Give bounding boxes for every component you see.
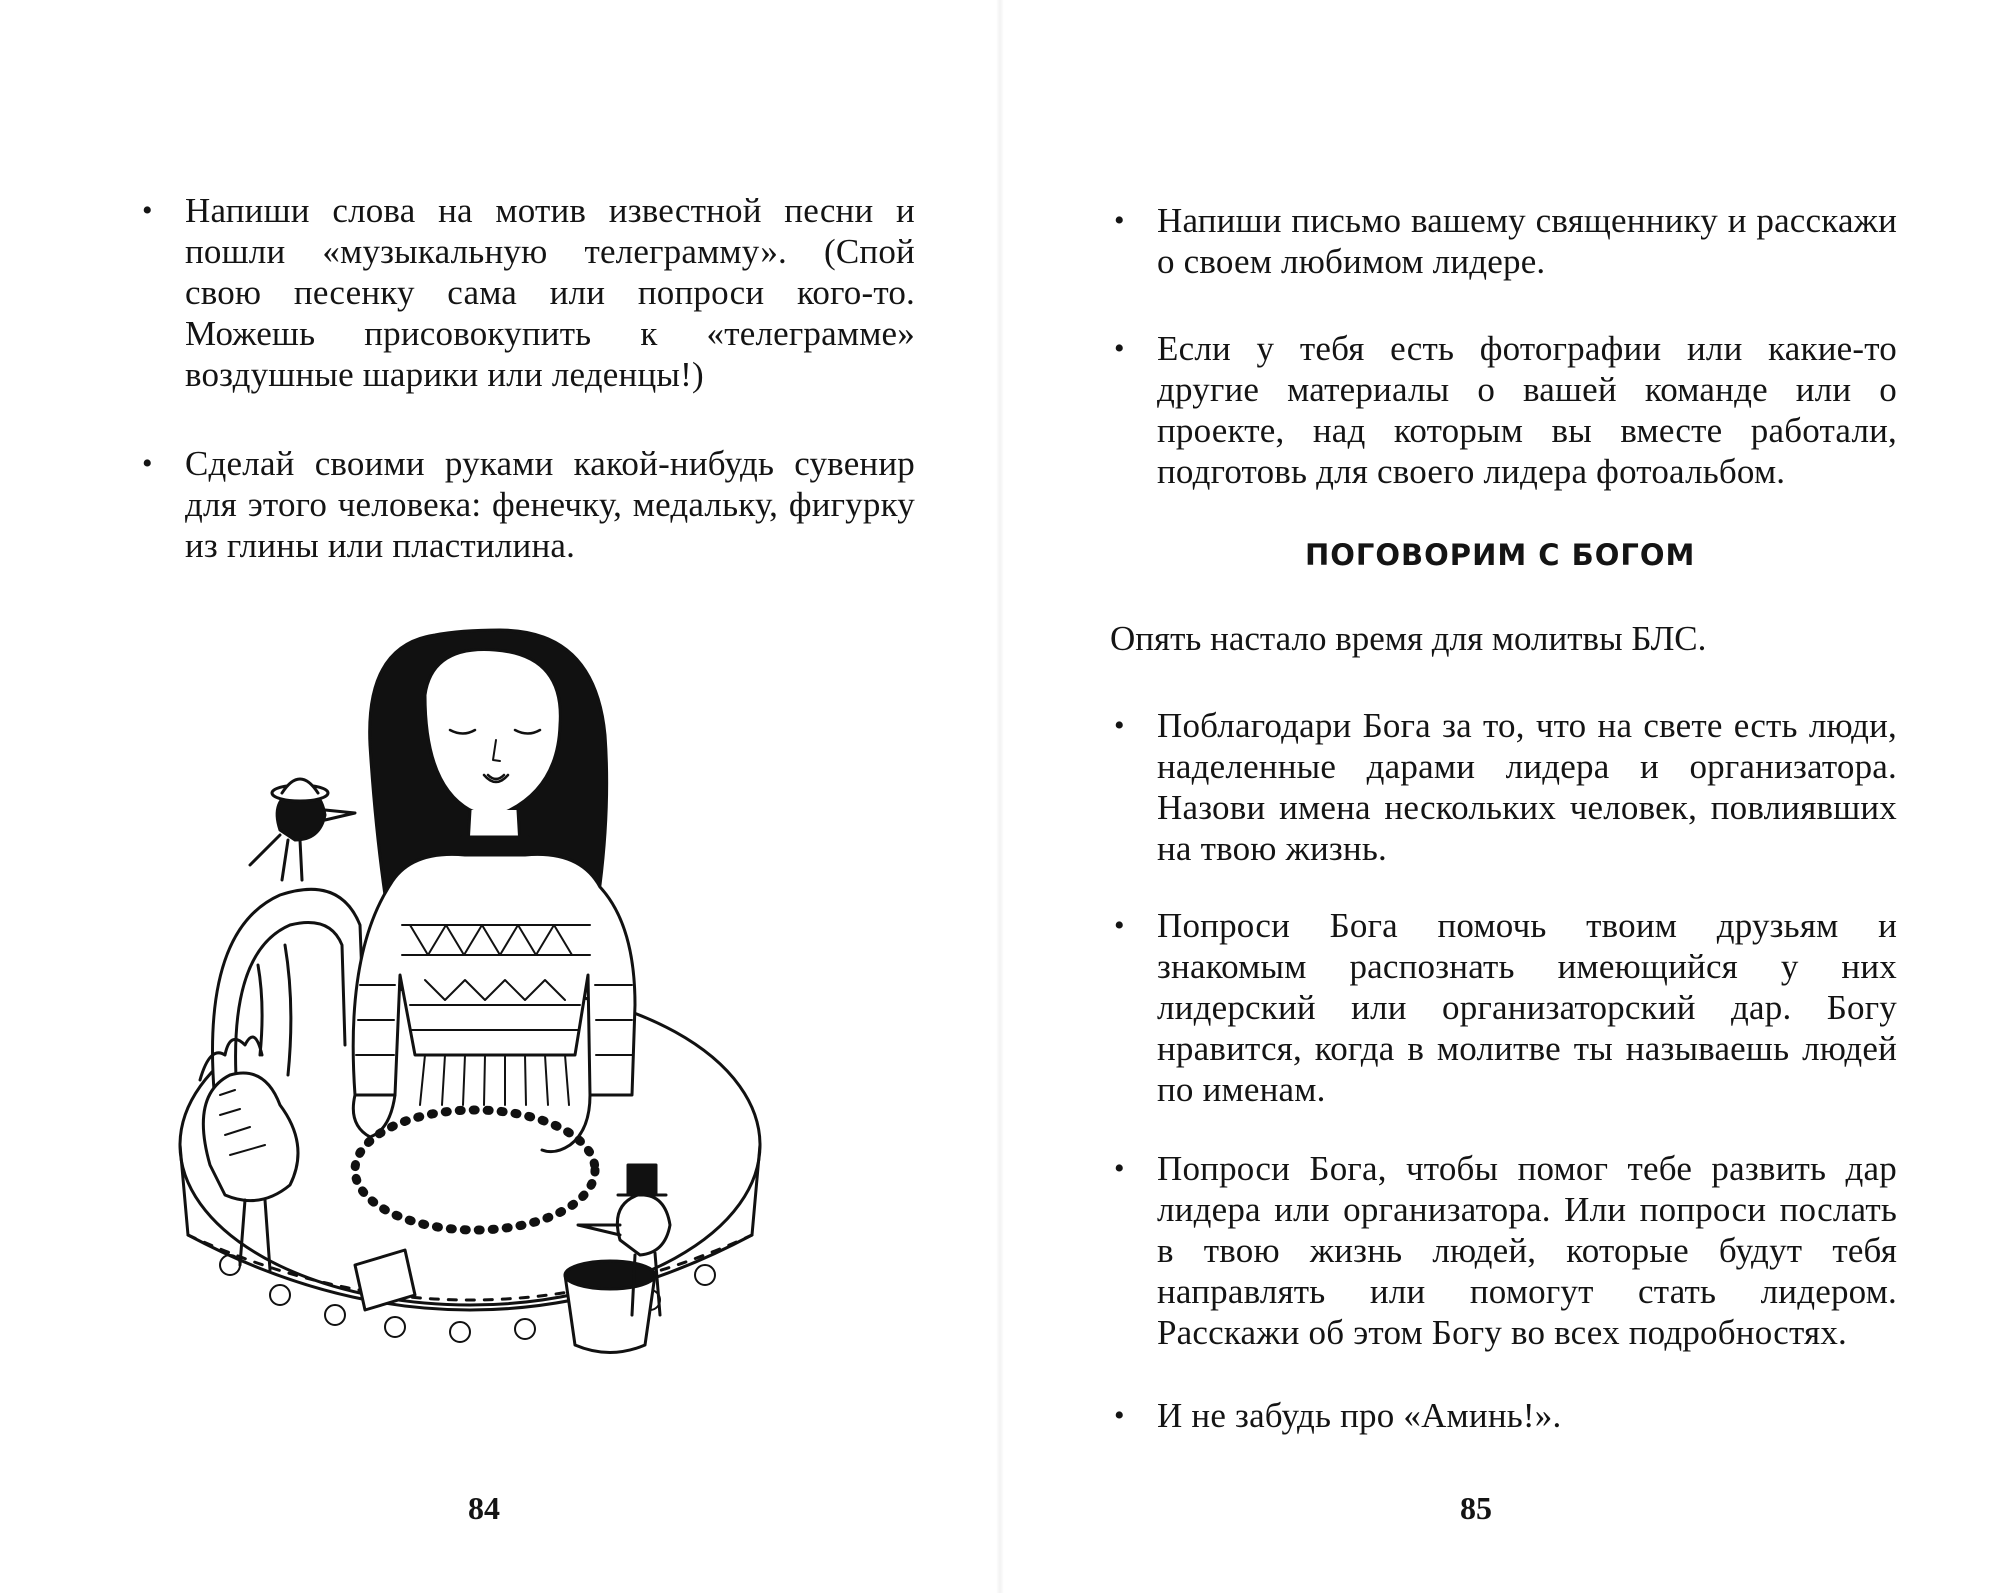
list-item [1114,705,1897,869]
girl-with-beads-illustration [170,625,790,1385]
bullet-marker: • [142,447,153,480]
bullet-text: Сделай своими руками какой-нибудь сувенир для этого человека: фенечку, медальку, фигурку из глины или пластилина. [185,444,915,565]
list-item [142,190,915,395]
bullet-marker: • [1114,204,1125,237]
bullet-text: Попроси Бога, чтобы помог тебе развить дар лидера или организатора. Или попроси послать в твою жизнь людей, которые будут тебя направлять или помогут стать лидером. Расскажи об этом Богу во всех подробностях. [1157,1149,1897,1352]
list-item [1114,1395,1897,1436]
bullet-text: Напиши письмо вашему священнику и расскажи о своем любимом лидере. [1157,201,1897,281]
page-number: 84 [468,1490,500,1526]
list-item [1114,1148,1897,1353]
bullet-marker: • [1114,332,1125,365]
intro-paragraph: Опять настало время для молитвы БЛС. [1110,619,1707,658]
bullet-text: Поблагодари Бога за то, что на свете есть люди, наделенные дарами лидера и организатора. Назови имена нескольких человек, повлиявших на твою жизнь. [1157,706,1897,868]
bullet-marker: • [142,194,153,227]
list-item [1114,200,1897,282]
bullet-text: Попроси Бога помочь твоим друзьям и знакомым распознать имеющийся у них лидерский или организаторский дар. Богу нравится, когда в молитве ты называешь людей по именам. [1157,906,1897,1109]
bullet-text: И не забудь про «Аминь!». [1157,1396,1562,1435]
list-item [1114,905,1897,1110]
bullet-marker: • [1114,909,1125,942]
list-item [1114,328,1897,492]
list-item [142,443,915,566]
section-heading: ПОГОВОРИМ С БОГОМ [1305,538,1696,572]
bullet-marker: • [1114,709,1125,742]
bullet-marker: • [1114,1399,1125,1432]
right-page [1000,0,2000,1593]
bullet-marker: • [1114,1152,1125,1185]
bullet-text: Если у тебя есть фотографии или какие-то другие материалы о вашей команде или о проекте, над которым вы вместе работали, подготовь для своего лидера фотоальбом. [1157,329,1897,491]
page-number: 85 [1460,1490,1492,1526]
bullet-text: Напиши слова на мотив известной песни и пошли «музыкальную телеграмму». (Спой свою песенку сама или попроси кого-то. Можешь присовокупить к «телеграмме» воздушные шарики или леденцы!) [185,191,915,394]
